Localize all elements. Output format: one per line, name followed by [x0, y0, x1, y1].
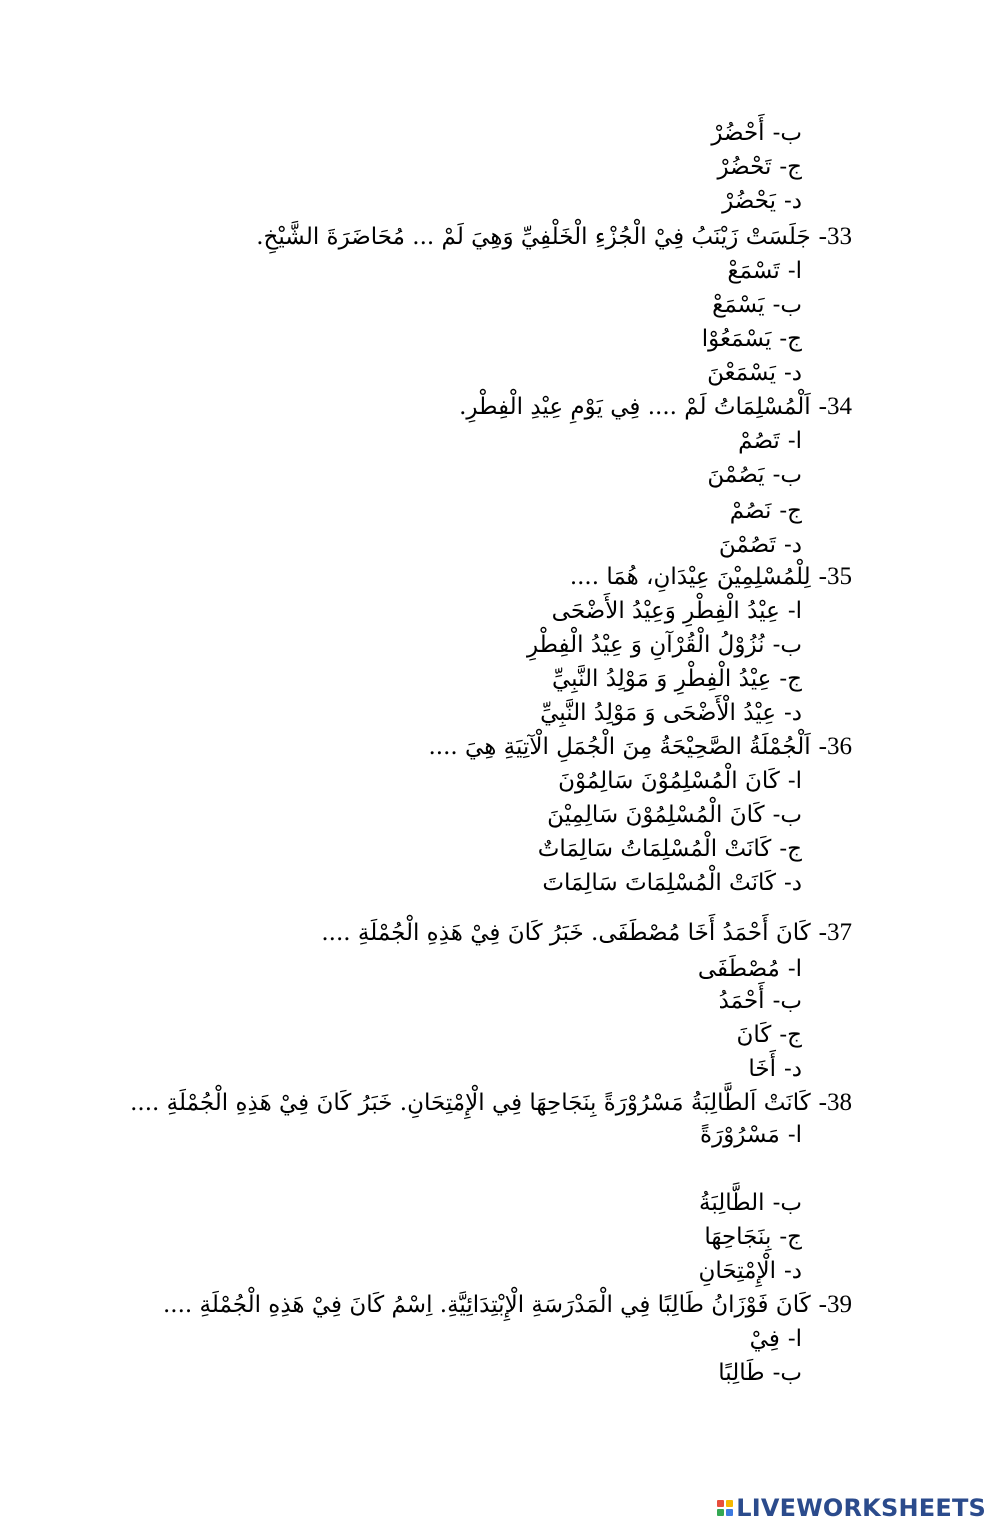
answer-option	[707, 458, 802, 492]
option-letter: د-	[783, 870, 802, 896]
answer-option	[722, 184, 802, 218]
question-item	[163, 1288, 852, 1322]
question-number: 35-	[818, 563, 852, 590]
logo-text: LIVEWORKSHEETS	[736, 1494, 986, 1522]
option-letter: ج-	[779, 1224, 802, 1250]
option-text: عِيْدُ الْأَضْحَى وَ مَوْلِدُ النَّبِيِّ	[540, 700, 776, 726]
question-item	[428, 730, 852, 764]
option-text: أَحْضُرْ	[711, 120, 765, 146]
answer-option	[750, 1322, 802, 1356]
option-text: عِيْدُ الْفِطْرِ وَعِيْدُ الأَضْحَى	[551, 598, 780, 624]
option-letter: د-	[783, 360, 802, 386]
option-text: فِيْ	[749, 1326, 780, 1352]
option-text: يَسْمَعْنَ	[707, 360, 776, 386]
answer-option	[737, 1018, 802, 1052]
question-text: كَانَتْ اَلطَّالِبَةُ مَسْرُوْرَةً بِنَجَاحِهَا فِي الْإِمْتِحَانِ. خَبَرُ كَانَ فِيْ هَذِهِ الْجُمْلَةِ ....	[130, 1090, 811, 1116]
option-letter: ب-	[772, 988, 802, 1014]
option-letter: ا-	[787, 768, 802, 794]
question-number: 34-	[818, 393, 852, 420]
option-text: تَسْمَعْ	[727, 258, 780, 284]
option-letter: ا-	[787, 956, 802, 982]
option-letter: ا-	[787, 598, 802, 624]
option-text: طَالِبًا	[718, 1360, 765, 1386]
option-text: كَانَ	[736, 1022, 772, 1048]
option-text: تَحْضُرْ	[717, 154, 772, 180]
liveworksheets-logo-icon	[717, 1500, 733, 1516]
option-letter: ج-	[779, 1022, 802, 1048]
question-number: 38-	[818, 1089, 852, 1116]
option-letter: د-	[783, 532, 802, 558]
option-letter: ج-	[779, 154, 802, 180]
option-text: كَانَتْ الْمُسْلِمَاتُ سَالِمَاتٌ	[537, 836, 772, 862]
option-letter: د-	[783, 188, 802, 214]
answer-option	[727, 254, 802, 288]
option-text: نُزُوْلُ الْقُرْآنِ وَ عِيْدُ الْفِطْرِ	[526, 632, 765, 658]
answer-option	[698, 952, 802, 986]
option-letter: ج-	[779, 666, 802, 692]
option-letter: ج-	[779, 836, 802, 862]
question-number: 39-	[818, 1291, 852, 1318]
answer-option	[552, 594, 802, 628]
answer-option	[547, 798, 802, 832]
question-text: جَلَسَتْ زَيْنَبُ فِيْ الْجُزْءِ الْخَلْفِيِّ وَهِيَ لَمْ ... مُحَاضَرَةَ الشَّيْخِ.	[256, 224, 811, 250]
answer-option	[707, 356, 802, 390]
answer-option	[748, 1052, 802, 1086]
answer-option	[738, 424, 802, 458]
option-text: يَصُمْنَ	[707, 462, 765, 488]
option-letter: د-	[783, 700, 802, 726]
option-text: يَسْمَعُوْا	[701, 326, 772, 352]
option-text: الطَّالِبَةُ	[699, 1190, 765, 1216]
option-letter: ج-	[779, 498, 802, 524]
question-text: كَانَ فَوْزَانُ طَالِبًا فِي الْمَدْرَسَةِ الْإِبْتِدَائِيَّةِ. اِسْمُ كَانَ فِيْ هَذِهِ الْجُمْلَةِ ....	[162, 1292, 811, 1318]
option-letter: ا-	[787, 1122, 802, 1148]
question-item	[256, 220, 852, 254]
question-number: 33-	[818, 223, 852, 250]
option-letter: ب-	[772, 632, 802, 658]
answer-option	[558, 764, 802, 798]
option-text: تَصُمْ	[738, 428, 780, 454]
option-text: يَسْمَعْ	[712, 292, 765, 318]
option-text: مَسْرُوْرَةً	[700, 1122, 780, 1148]
option-letter: د-	[783, 1056, 802, 1082]
answer-option	[719, 984, 802, 1018]
option-text: أَخَا	[748, 1056, 776, 1082]
option-letter: د-	[783, 1258, 802, 1284]
option-text: مُصْطَفَى	[697, 956, 780, 982]
option-text: يَحْضُرْ	[722, 188, 776, 214]
option-letter: ا-	[787, 428, 802, 454]
option-letter: ج-	[779, 326, 802, 352]
option-text: نَصُمْ	[729, 498, 772, 524]
answer-option	[538, 832, 802, 866]
question-text: اَلْجُمْلَةُ الصَّحِيْحَةُ مِنَ الْجُمَلِ الْآتِيَةِ هِيَ ....	[428, 734, 811, 760]
option-text: كَانَ الْمُسْلِمُوْنَ سَالِمُوْنَ	[558, 768, 780, 794]
question-number: 37-	[818, 919, 852, 946]
answer-option	[711, 116, 802, 150]
answer-option	[540, 696, 802, 730]
answer-option	[730, 494, 802, 528]
question-item	[570, 560, 852, 594]
answer-option	[712, 288, 802, 322]
option-text: عِيْدُ الْفِطْرِ وَ مَوْلِدُ النَّبِيِّ	[551, 666, 772, 692]
option-letter: ا-	[787, 258, 802, 284]
option-letter: ب-	[772, 802, 802, 828]
option-letter: ب-	[772, 462, 802, 488]
question-item	[321, 916, 852, 950]
question-number: 36-	[818, 733, 852, 760]
option-letter: ا-	[787, 1326, 802, 1352]
answer-option	[719, 528, 802, 562]
option-text: بِنَجَاحِهَا	[704, 1224, 772, 1250]
question-item	[459, 390, 852, 424]
answer-option	[717, 150, 802, 184]
logo-square-green	[717, 1509, 724, 1516]
option-text: الْإِمْتِحَانِ	[698, 1258, 776, 1284]
logo-square-blue	[726, 1509, 733, 1516]
logo-square-red	[717, 1500, 724, 1507]
answer-option	[698, 1254, 802, 1288]
liveworksheets-logo[interactable]	[717, 1492, 986, 1524]
option-text: كَانَتْ الْمُسْلِمَاتَ سَالِمَاتَ	[542, 870, 776, 896]
answer-option	[527, 628, 802, 662]
answer-option	[699, 1186, 802, 1220]
logo-square-yellow	[726, 1500, 733, 1507]
option-text: تَصُمْنَ	[718, 532, 776, 558]
option-letter: ب-	[772, 1360, 802, 1386]
option-letter: ب-	[772, 1190, 802, 1216]
answer-option	[704, 1220, 802, 1254]
question-item	[130, 1086, 852, 1120]
answer-option	[700, 1118, 802, 1152]
answer-option	[718, 1356, 802, 1390]
option-letter: ب-	[772, 120, 802, 146]
answer-option	[542, 866, 802, 900]
answer-option	[702, 322, 802, 356]
question-text: كَانَ أَحْمَدُ أَخَا مُصْطَفَى. خَبَرُ كَانَ فِيْ هَذِهِ الْجُمْلَةِ ....	[321, 920, 811, 946]
question-text: اَلْمُسْلِمَاتُ لَمْ .... فِي يَوْمِ عِيْدِ الْفِطْرِ.	[459, 394, 811, 420]
question-text: لِلْمُسْلِمِيْنَ عِيْدَانِ، هُمَا ....	[569, 564, 811, 590]
option-text: كَانَ الْمُسْلِمُوْنَ سَالِمِيْنَ	[547, 802, 765, 828]
option-text: أَحْمَدُ	[718, 988, 765, 1014]
option-letter: ب-	[772, 292, 802, 318]
answer-option	[552, 662, 802, 696]
